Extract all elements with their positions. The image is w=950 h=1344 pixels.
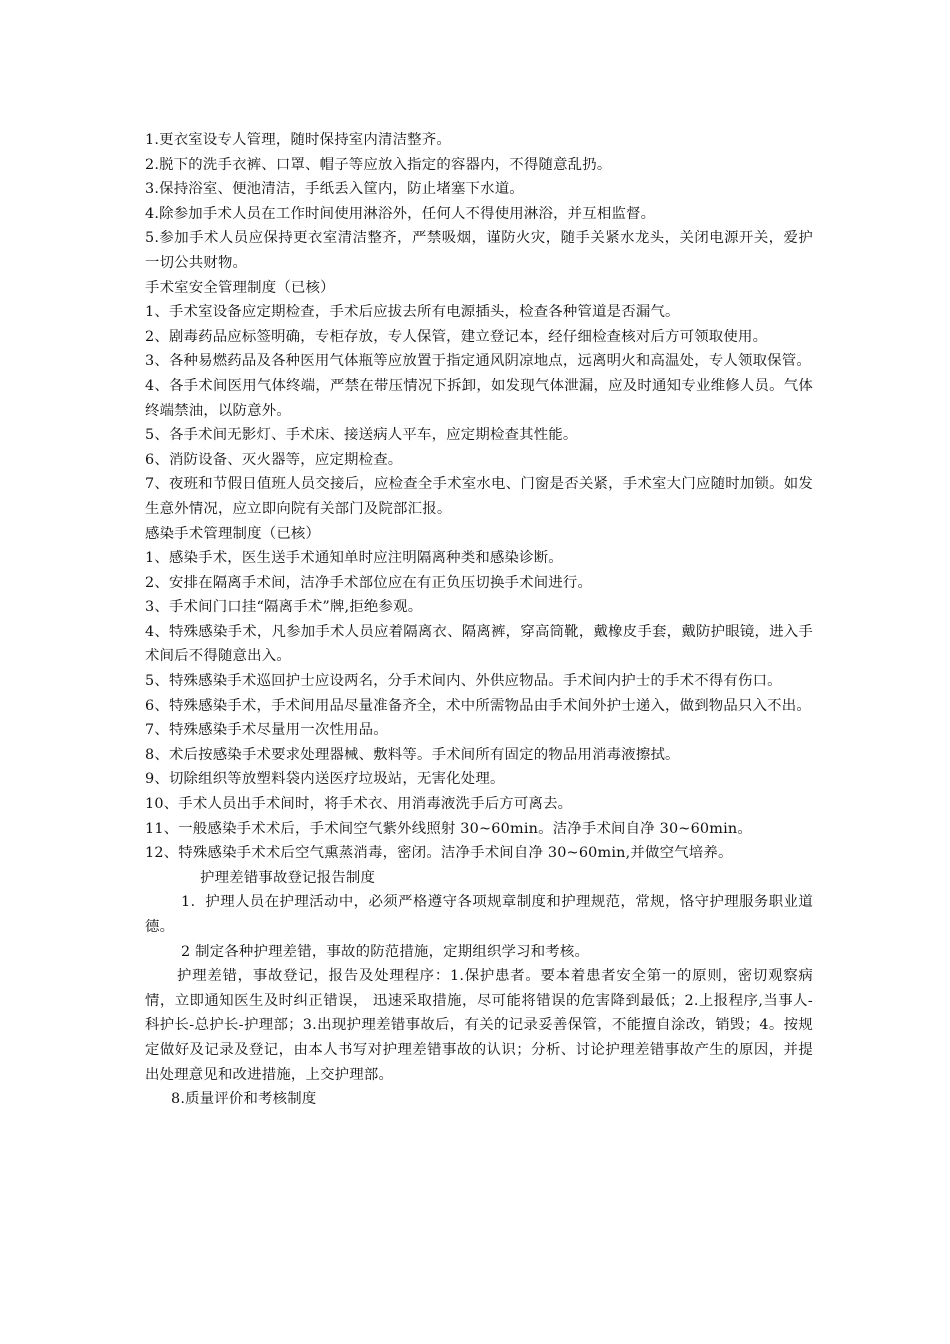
changing-room-rule-3: 3.保持浴室、便池清洁，手纸丢入筐内，防止堵塞下水道。 — [145, 181, 524, 198]
changing-room-rule-4: 4.除参加手术人员在工作时间使用淋浴外，任何人不得使用淋浴，并互相监督。 — [145, 205, 656, 222]
infection-rule-12: 12、特殊感染手术术后空气熏蒸消毒，密闭。洁净手术间自净 30~60min,并做空气培养。 — [145, 845, 733, 862]
safety-rule-4: 4、各手术间医用气体终端，严禁在带压情况下拆卸，如发现气体泄漏，应及时通知专业维修人员。气体终端禁油，以防意外。 — [145, 377, 813, 419]
infection-rule-8: 8、术后按感染手术要求处理器械、敷料等。手术间所有固定的物品用消毒液擦拭。 — [145, 746, 680, 763]
changing-room-rule-5: 5.参加手术人员应保持更衣室清洁整齐，严禁吸烟，谨防火灾，随手关紧水龙头，关闭电源开关，爱护一切公共财物。 — [145, 230, 813, 271]
document-page — [145, 128, 813, 1112]
infection-section-title: 感染手术管理制度（已核） — [145, 525, 321, 542]
infection-rule-4: 4、特殊感染手术，凡参加手术人员应着隔离衣、隔离裤，穿高筒靴，戴橡皮手套，戴防护眼镜，进入手术间后不得随意出入。 — [145, 623, 813, 665]
infection-rule-3: 3、手术间门口挂“隔离手术”牌,拒绝参观。 — [145, 599, 423, 616]
changing-room-rule-1: 1.更衣室设专人管理，随时保持室内清洁整齐。 — [145, 132, 451, 148]
safety-rule-5: 5、各手术间无影灯、手术床、接送病人平车，应定期检查其性能。 — [145, 427, 578, 444]
safety-rule-6: 6、消防设备、灭火器等，应定期检查。 — [145, 451, 403, 468]
safety-section-title: 手术室安全管理制度（已核） — [145, 279, 335, 296]
infection-rule-5: 5、特殊感染手术巡回护士应设两名，分手术间内、外供应物品。手术间内护士的手术不得有伤口。 — [145, 673, 782, 690]
safety-rule-1: 1、手术室设备应定期检查，手术后应拔去所有电源插头，检查各种管道是否漏气。 — [145, 304, 680, 321]
infection-rule-10: 10、手术人员出手术间时，将手术衣、用消毒液洗手后方可离去。 — [145, 796, 573, 813]
infection-rule-6: 6、特殊感染手术，手术间用品尽量准备齐全，术中所需物品由手术间外护士递入，做到物品只入不出。 — [145, 697, 811, 714]
error-report-para-3: 护理差错，事故登记，报告及处理程序：1.保护患者。要本着患者安全第一的原则，密切观察病情，立即通知医生及时纠正错误， 迅速采取措施，尽可能将错误的危害降到最低；2.上报程序,当事人-科护长-总护长-护理部；3.出现护理差错事故后，有关的记录妥善保管，不能擅自涂改，销毁；4。按规定做好及记录及登记，由本人书写对护理差错事故的认识；分析、讨论护理差错事故产生的原因，并提出处理意见和改进措施，上交护理部。 — [145, 968, 813, 1083]
error-report-para-1: 1．护理人员在护理活动中，必须严格遵守各项规章制度和护理规范，常规，恪守护理服务职业道德。 — [145, 894, 813, 935]
changing-room-rule-2: 2.脱下的洗手衣裤、口罩、帽子等应放入指定的容器内，不得随意乱扔。 — [145, 156, 612, 173]
safety-rule-3: 3、各种易燃药品及各种医用气体瓶等应放置于指定通风阴凉地点，远离明火和高温处，专人领取保管。 — [145, 353, 811, 370]
safety-rule-7: 7、夜班和节假日值班人员交接后，应检查全手术室水电、门窗是否关紧，手术室大门应随时加锁。如发生意外情况，应立即向院有关部门及院部汇报。 — [145, 476, 813, 517]
infection-rule-11: 11、一般感染手术术后，手术间空气紫外线照射 30~60min。洁净手术间自净 30~60min。 — [145, 820, 752, 837]
error-report-para-2: 2 制定各种护理差错，事故的防范措施，定期组织学习和考核。 — [181, 943, 590, 960]
error-report-title: 护理差错事故登记报告制度 — [200, 869, 376, 886]
infection-rule-2: 2、安排在隔离手术间，洁净手术部位应在有正负压切换手术间进行。 — [145, 574, 593, 591]
infection-rule-7: 7、特殊感染手术尽量用一次性用品。 — [145, 722, 388, 739]
quality-section-title: 8.质量评价和考核制度 — [171, 1091, 317, 1108]
safety-rule-2: 2、剧毒药品应标签明确，专柜存放，专人保管，建立登记本，经仔细检查核对后方可领取使用。 — [145, 328, 768, 345]
infection-rule-9: 9、切除组织等放塑料袋内送医疗垃圾站，无害化处理。 — [145, 771, 505, 788]
infection-rule-1: 1、感染手术，医生送手术通知单时应注明隔离种类和感染诊断。 — [145, 550, 563, 567]
